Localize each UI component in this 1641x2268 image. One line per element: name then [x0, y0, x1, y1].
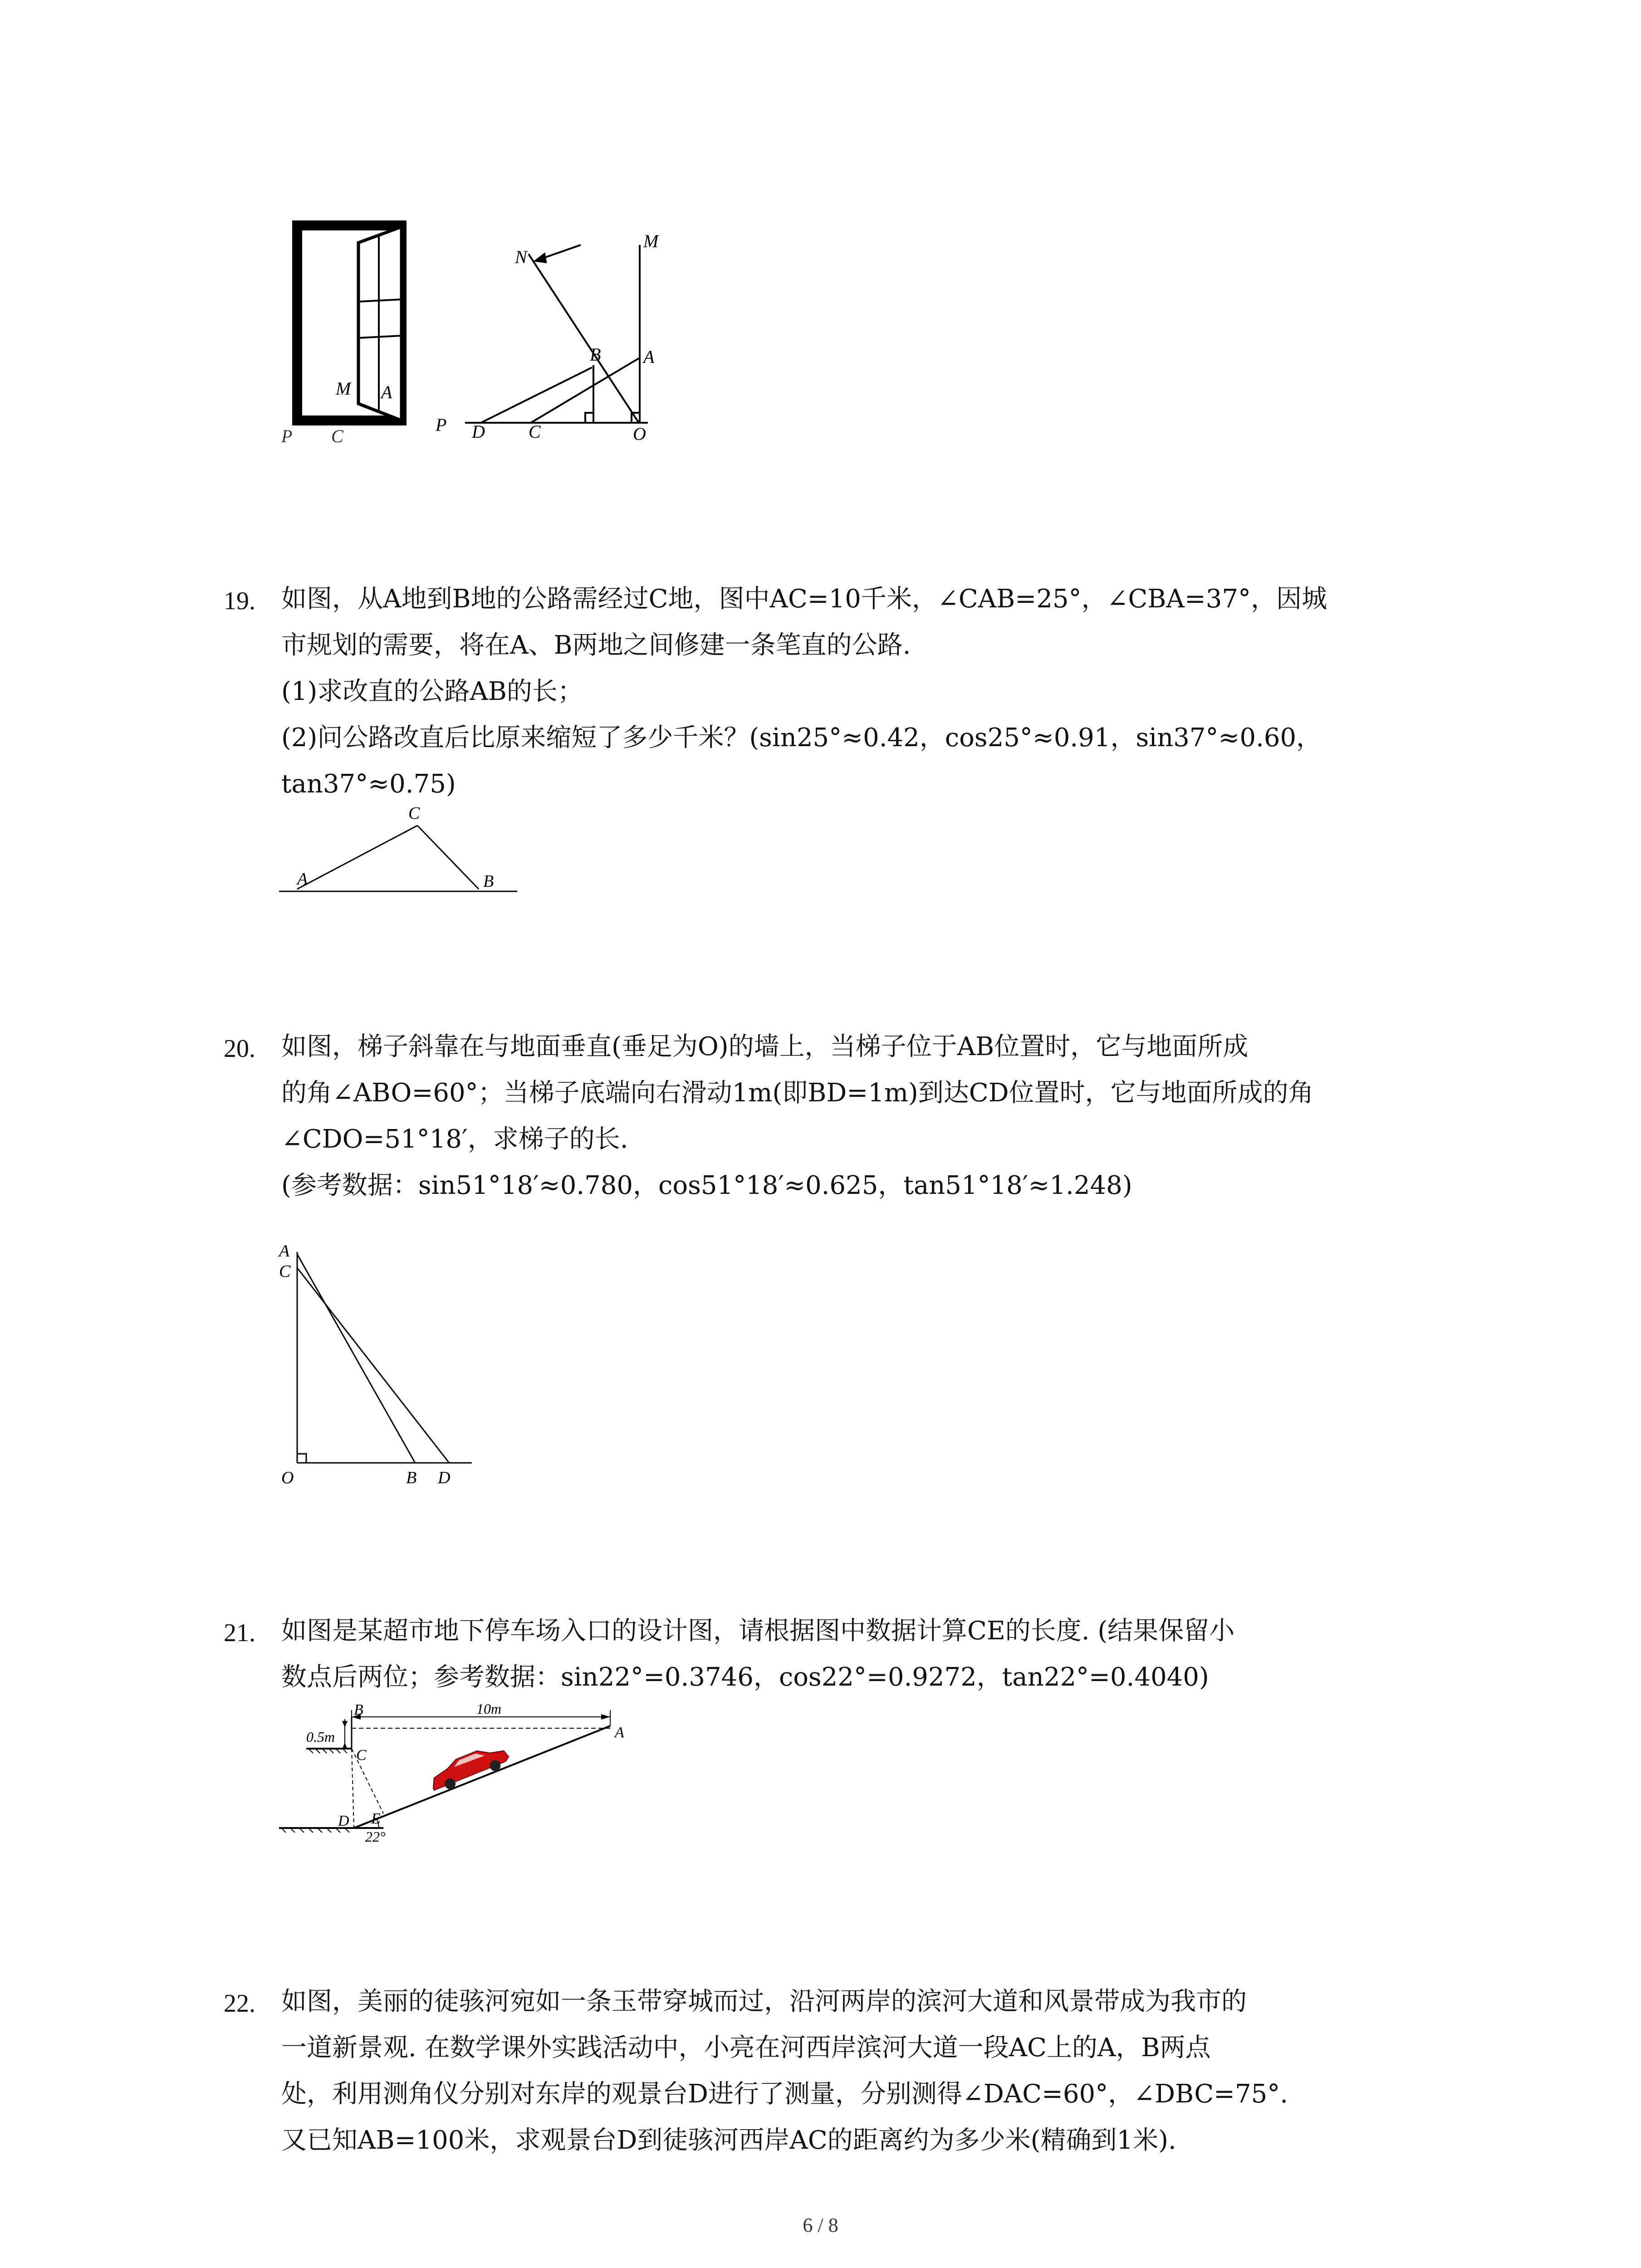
- label-distance-0-5m: 0.5m: [306, 1729, 335, 1745]
- q20-line-2: 的角∠ABO=60°；当梯子底端向右滑动1m(即BD=1m)到达CD位置时，它与地面所成的角: [281, 1078, 1314, 1108]
- label-A: A: [615, 1724, 624, 1741]
- label-M: M: [643, 231, 659, 251]
- label-A: A: [381, 382, 392, 402]
- figure-door-shadow: [272, 213, 681, 458]
- q19-line-4: (2)问公路改直后比原来缩短了多少千米？(sin25°≈0.42，cos25°≈0.91，sin37°≈0.60，: [281, 723, 1322, 753]
- q21-figure-parking-ramp: [272, 1692, 644, 1846]
- q22-line-1: 如图，美丽的徒骇河宛如一条玉带穿城而过，沿河两岸的滨河大道和风景带成为我市的: [281, 1987, 1247, 2016]
- label-P: P: [281, 426, 293, 446]
- q22-line-4: 又已知AB=100米，求观景台D到徒骇河西岸AC的距离约为多少米(精确到1米).: [281, 2126, 1176, 2155]
- q21-line-2: 数点后两位；参考数据：sin22°=0.3746，cos22°=0.9272，tan22°=0.4040): [281, 1662, 1209, 1692]
- q19-line-3: (1)求改直的公路AB的长；: [281, 677, 583, 706]
- label-O: O: [633, 424, 646, 444]
- question-22-number: 22.: [224, 1989, 255, 2018]
- label-N: N: [515, 247, 527, 267]
- q19-line-1: 如图，从A地到B地的公路需经过C地，图中AC=10千米，∠CAB=25°，∠CBA=37°，因城: [281, 584, 1327, 614]
- label-length-10m: 10m: [476, 1701, 502, 1717]
- label-C: C: [529, 421, 541, 442]
- label-A: A: [279, 1242, 290, 1261]
- question-21-number: 21.: [224, 1619, 255, 1647]
- door-frame-figure: [281, 225, 402, 446]
- shadow-geometry-figure: [435, 231, 660, 444]
- label-D: D: [472, 421, 485, 442]
- question-19-number: 19.: [224, 587, 255, 615]
- red-car-icon: [426, 1741, 512, 1795]
- label-O: O: [281, 1468, 294, 1487]
- label-E: E: [371, 1810, 381, 1827]
- label-B: B: [354, 1701, 363, 1718]
- label-C: C: [356, 1747, 367, 1764]
- label-C: C: [279, 1262, 291, 1281]
- question-20-number: 20.: [224, 1035, 255, 1063]
- label-P: P: [436, 415, 447, 435]
- q20-line-1: 如图，梯子斜靠在与地面垂直(垂足为O)的墙上，当梯子位于AB位置时，它与地面所成: [281, 1032, 1249, 1061]
- q19-line-5: tan37°≈0.75): [281, 769, 456, 799]
- q20-figure-ladder: [272, 1234, 490, 1488]
- q21-line-1: 如图是某超市地下停车场入口的设计图，请根据图中数据计算CE的长度. (结果保留小: [281, 1616, 1235, 1646]
- label-M: M: [336, 378, 351, 399]
- label-C: C: [331, 426, 343, 446]
- label-C: C: [408, 804, 420, 823]
- label-D: D: [338, 1813, 349, 1829]
- label-B: B: [590, 344, 601, 365]
- q20-line-3: ∠CDO=51°18′，求梯子的长.: [281, 1124, 628, 1154]
- label-B: B: [483, 872, 494, 891]
- label-A: A: [297, 870, 308, 889]
- label-A: A: [643, 347, 655, 367]
- q19-line-2: 市规划的需要，将在A、B两地之间修建一条笔直的公路.: [281, 631, 911, 660]
- q20-line-4: (参考数据：sin51°18′≈0.780，cos51°18′≈0.625，tan51°18′≈1.248): [281, 1171, 1132, 1200]
- q22-line-3: 处，利用测角仪分别对东岸的观景台D进行了测量，分别测得∠DAC=60°，∠DBC=75°.: [281, 2079, 1288, 2109]
- q22-line-2: 一道新景观. 在数学课外实践活动中，小亮在河西岸滨河大道一段AC上的A，B两点: [281, 2033, 1211, 2063]
- q19-figure-triangle: [272, 798, 526, 898]
- label-angle-22: 22°: [365, 1828, 386, 1845]
- label-B: B: [406, 1468, 417, 1487]
- label-D: D: [438, 1468, 451, 1487]
- page-number: 6 / 8: [803, 2214, 838, 2236]
